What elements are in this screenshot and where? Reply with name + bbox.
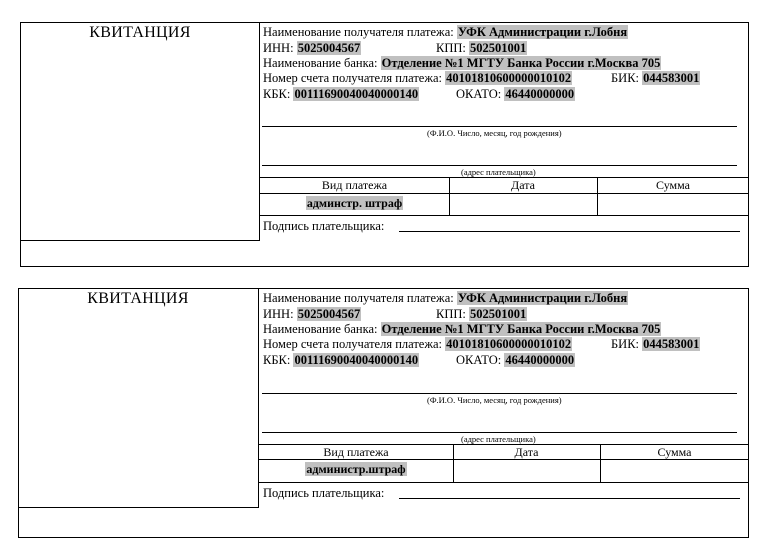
inn-value: 5025004567 <box>297 307 361 321</box>
fio-caption: (Ф.И.О. Число, месяц, год рождения) <box>427 395 562 405</box>
col-header-type: Вид платежа <box>323 445 389 459</box>
account-label: Номер счета получателя платежа: <box>263 337 443 351</box>
address-caption: (адрес плательщика) <box>461 167 536 177</box>
kbk-row <box>263 86 419 102</box>
account-value: 40101810600000010102 <box>446 337 572 351</box>
bank-value: Отделение №1 МГТУ Банка России г.Москва 705 <box>381 322 661 336</box>
inn-value: 5025004567 <box>297 41 361 55</box>
fio-line <box>262 126 737 127</box>
col-header-date: Дата <box>514 445 539 459</box>
kbk-label: КБК: <box>263 353 291 367</box>
recipient-label: Наименование получателя платежа: <box>263 291 454 305</box>
receipt-1 <box>0 0 767 260</box>
kpp-value: 502501001 <box>470 41 527 55</box>
okato-row <box>456 86 575 102</box>
address-line <box>262 432 737 433</box>
inn-label: ИНН: <box>263 307 294 321</box>
kbk-value: 00111690040040000140 <box>294 87 419 101</box>
fio-line <box>262 393 737 394</box>
bank-row <box>263 55 661 71</box>
kbk-value: 00111690040040000140 <box>294 353 419 367</box>
okato-label: ОКАТО: <box>456 353 502 367</box>
table-bottom-border <box>260 215 749 216</box>
okato-value: 46440000000 <box>505 87 575 101</box>
kpp-row <box>436 306 527 322</box>
kpp-label: КПП: <box>436 41 466 55</box>
receipt-2 <box>0 266 767 526</box>
account-row <box>263 70 572 86</box>
okato-label: ОКАТО: <box>456 87 502 101</box>
kpp-value: 502501001 <box>470 307 527 321</box>
receipt-stub-cell <box>20 22 260 241</box>
receipt-title: КВИТАНЦИЯ <box>89 24 191 41</box>
account-value: 40101810600000010102 <box>446 71 572 85</box>
bank-label: Наименование банка: <box>263 322 378 336</box>
signature-label: Подпись плательщика: <box>263 219 385 233</box>
bik-row <box>611 70 700 86</box>
kbk-row <box>263 352 419 368</box>
payment-type-value: админстр. штраф <box>306 196 403 210</box>
col-header-sum: Сумма <box>656 178 690 192</box>
recipient-row <box>263 290 628 306</box>
bik-label: БИК: <box>611 337 640 351</box>
account-row <box>263 336 572 352</box>
bank-value: Отделение №1 МГТУ Банка России г.Москва 705 <box>381 56 661 70</box>
recipient-row <box>263 24 628 40</box>
bik-label: БИК: <box>611 71 640 85</box>
recipient-label: Наименование получателя платежа: <box>263 25 454 39</box>
account-label: Номер счета получателя платежа: <box>263 71 443 85</box>
recipient-value: УФК Администрации г.Лобня <box>457 25 628 39</box>
inn-row <box>263 40 361 56</box>
address-caption: (адрес плательщика) <box>461 434 536 444</box>
signature-line <box>399 231 740 232</box>
col-header-sum: Сумма <box>657 445 692 459</box>
signature-line <box>399 498 740 499</box>
fio-caption: (Ф.И.О. Число, месяц, год рождения) <box>427 128 562 138</box>
bank-label: Наименование банка: <box>263 56 378 70</box>
payment-type-cell <box>260 196 449 211</box>
bik-value: 044583001 <box>643 337 700 351</box>
receipt-stub-cell <box>18 288 259 508</box>
payment-type-value: администр.штраф <box>306 462 406 476</box>
address-line <box>262 165 737 166</box>
table-header-border <box>260 193 749 194</box>
receipt-title: КВИТАНЦИЯ <box>87 290 189 307</box>
bik-value: 044583001 <box>643 71 700 85</box>
payment-type-cell <box>259 462 453 477</box>
inn-row <box>263 306 361 322</box>
signature-label: Подпись плательщика: <box>263 486 385 500</box>
okato-row <box>456 352 575 368</box>
recipient-value: УФК Администрации г.Лобня <box>457 291 628 305</box>
col-header-date: Дата <box>511 178 535 192</box>
col-header-type: Вид платежа <box>321 178 388 192</box>
okato-value: 46440000000 <box>505 353 575 367</box>
inn-label: ИНН: <box>263 41 294 55</box>
bank-row <box>263 321 661 337</box>
kbk-label: КБК: <box>263 87 291 101</box>
table-bottom-border <box>259 482 749 483</box>
kpp-label: КПП: <box>436 307 466 321</box>
bik-row <box>611 336 700 352</box>
kpp-row <box>436 40 527 56</box>
